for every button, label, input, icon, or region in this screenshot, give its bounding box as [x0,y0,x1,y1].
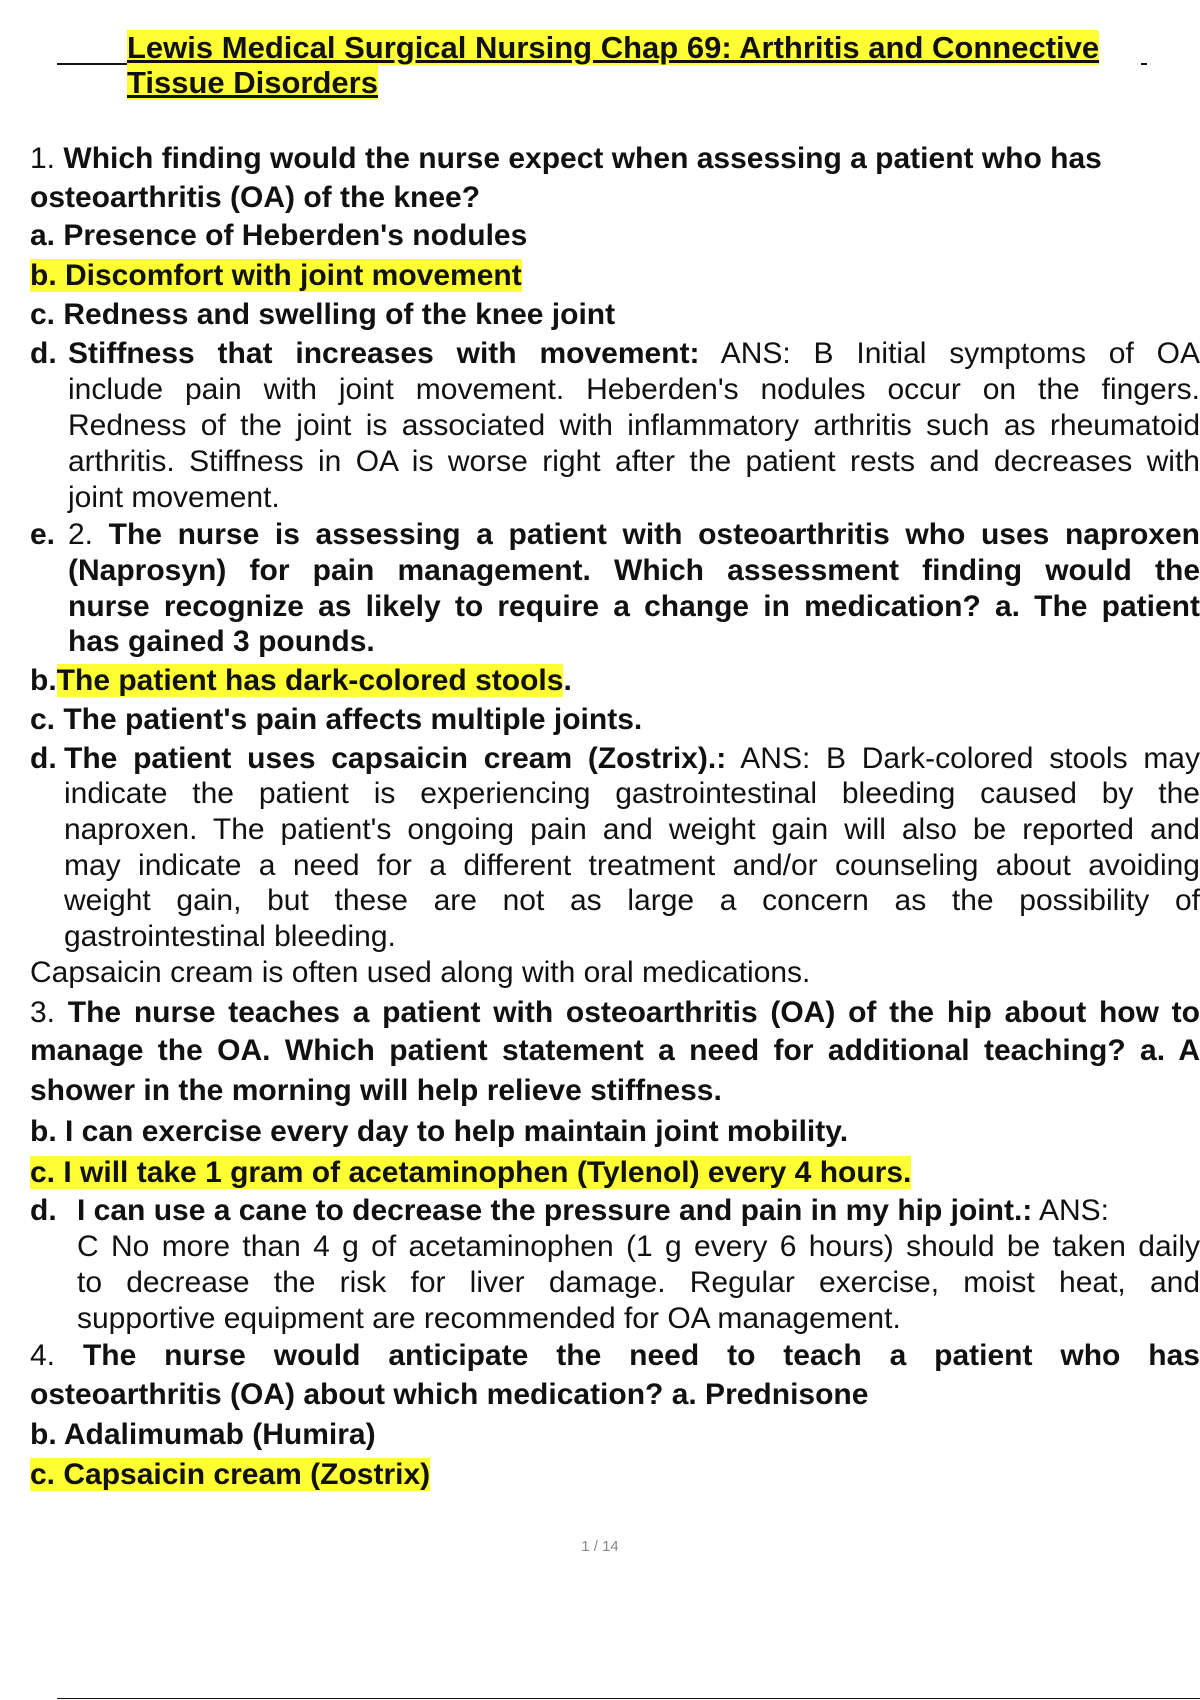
q1-option-d-text: Stiffness that increases with movement: ANS: B Initial symptoms of OA [68,337,1200,370]
q3-rationale-2: to decrease the risk for liver damage. Regular exercise, moist heat, and [77,1266,1200,1299]
q3-option-d-label: d. [30,1194,57,1227]
q4-stem-line-2: osteoarthritis (OA) about which medication? a. Prednisone [30,1378,869,1411]
title-rule [57,63,127,65]
q3-option-b: b. I can exercise every day to help maintain joint mobility. [30,1115,849,1148]
q3-stem-line-1: 3. The nurse teaches a patient with osteoarthritis (OA) of the hip about how to [30,996,1200,1029]
q4-stem-line-1: 4. The nurse would anticipate the need to teach a patient who has [30,1339,1200,1372]
q3-stem-line-2: manage the OA. Which patient statement a need for additional teaching? a. A [30,1034,1200,1067]
q1-answer-highlight: b. Discomfort with joint movement [30,259,522,292]
page-number: 1 / 14 [581,1538,619,1555]
q2-option-c: c. The patient's pain affects multiple joints. [30,703,643,736]
title-line-1: Lewis Medical Surgical Nursing Chap 69: Arthritis and Connective [127,30,1100,65]
q2-stem-line-4: has gained 3 pounds. [68,625,375,658]
q2-rationale-4: weight gain, but these are not as large a concern as the possibility of [64,884,1200,917]
q3-stem-line-3: shower in the morning will help relieve stiffness. [30,1074,722,1107]
q4-answer-highlight: c. Capsaicin cream (Zostrix) [30,1458,431,1491]
q2-option-d-label: d. [30,742,57,775]
q1-option-a: a. Presence of Heberden's nodules [30,219,528,252]
q3-rationale-1: C No more than 4 g of acetaminophen (1 g every 6 hours) should be taken daily [77,1230,1200,1263]
q2-rationale-6: Capsaicin cream is often used along with oral medications. [30,956,811,989]
q2-stem-line-2: (Naprosyn) for pain management. Which assessment finding would the [68,554,1200,587]
page-title [127,30,1147,100]
q2-stem-line-3: nurse recognize as likely to require a change in medication? a. The patient [68,590,1200,623]
q2-rationale-1: indicate the patient is experiencing gastrointestinal bleeding caused by the [64,777,1200,810]
q1-rationale-2: Redness of the joint is associated with inflammatory arthritis such as rheumatoid [68,409,1200,442]
q3-answer-highlight: c. I will take 1 gram of acetaminophen (Tylenol) every 4 hours. [30,1156,912,1189]
q1-stem-line-1: 1. Which finding would the nurse expect when assessing a patient who has [30,142,1102,175]
q3-option-d-text: I can use a cane to decrease the pressure and pain in my hip joint.: ANS: [77,1194,1110,1227]
q1-rationale-3: arthritis. Stiffness in OA is worse right after the patient rests and decreases with [68,445,1200,478]
q2-option-e-label: e. [30,518,56,551]
q2-rationale-5: gastrointestinal bleeding. [64,920,396,953]
title-line-2: Tissue Disorders [127,65,378,100]
q1-option-d: d. [30,337,57,370]
q2-rationale-2: naproxen. The patient's ongoing pain and weight gain will also be reported and [64,813,1200,846]
q1-rationale-1: include pain with joint movement. Heberden's nodules occur on the fingers. [68,373,1200,406]
q2-stem-line-1: 2. The nurse is assessing a patient with osteoarthritis who uses naproxen [68,518,1200,551]
q1-option-c: c. Redness and swelling of the knee joint [30,298,616,331]
q3-option-c [30,1155,911,1191]
q2-option-d-text: The patient uses capsaicin cream (Zostrix).: ANS: B Dark-colored stools may [64,742,1200,775]
q2-option-b: b.The patient has dark-colored stools. [30,664,572,697]
q1-rationale-4: joint movement. [68,481,280,514]
q4-option-c [30,1457,430,1493]
q4-option-b: b. Adalimumab (Humira) [30,1418,376,1451]
q2-rationale-3: may indicate a need for a different treatment and/or counseling about avoiding [64,849,1200,882]
q2-answer-highlight: The patient has dark-colored stools [56,664,564,697]
bottom-rule [57,1698,1200,1699]
q3-rationale-3: supportive equipment are recommended for OA management. [77,1302,901,1335]
q1-option-b [30,258,522,294]
q1-stem-line-2: osteoarthritis (OA) of the knee? [30,181,481,214]
